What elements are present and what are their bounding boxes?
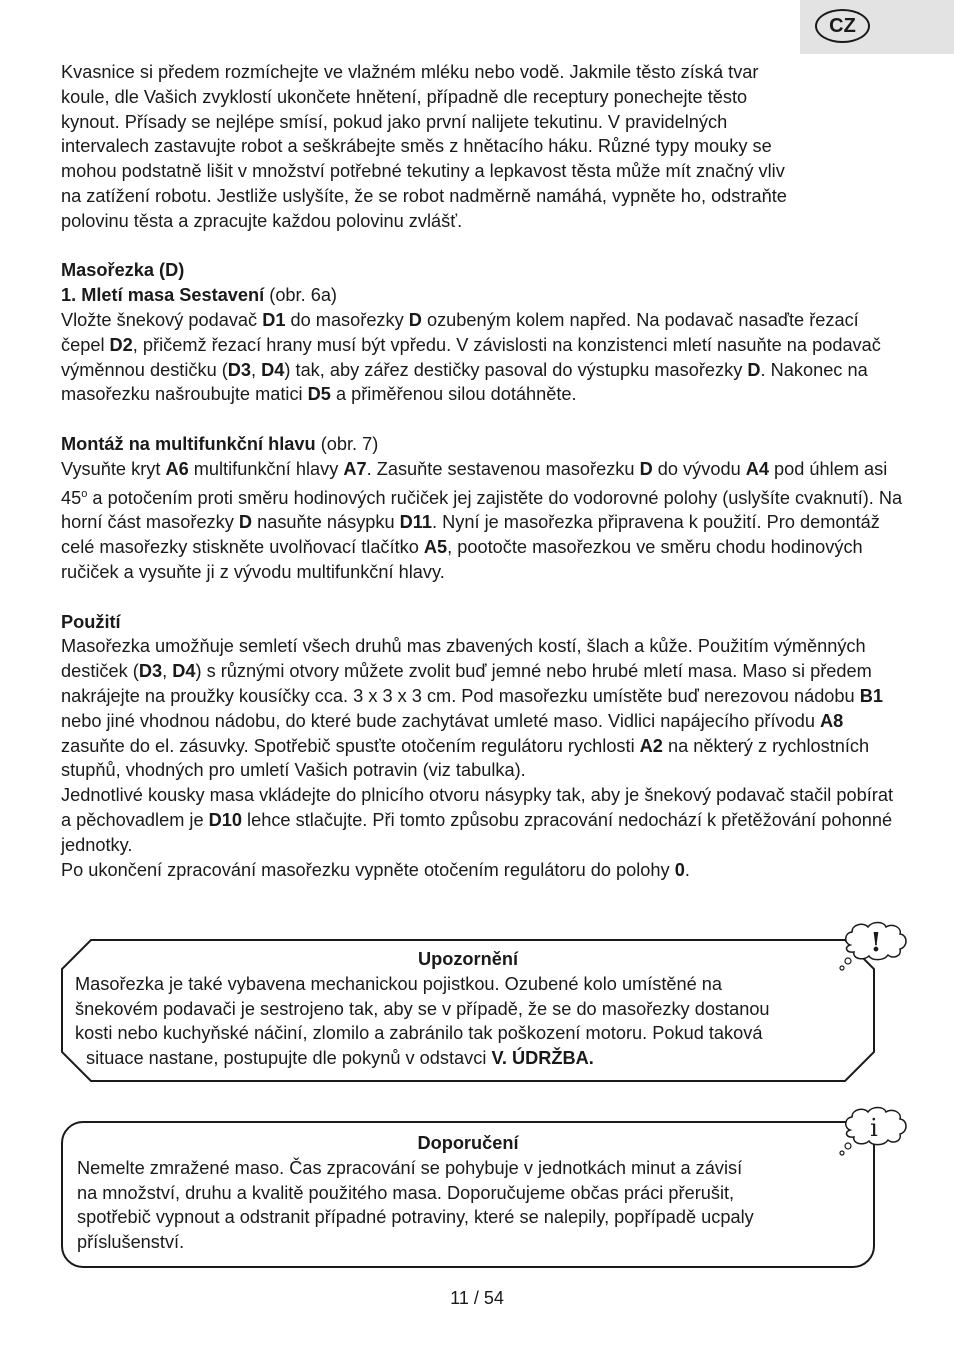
tip-box <box>61 1121 875 1268</box>
section-heading-mount: Montáž na multifunkční hlavu (obr. 7) <box>61 433 379 454</box>
section-heading-grinder: Masořezka (D) <box>61 260 185 281</box>
bubble-symbol: i <box>870 1114 878 1142</box>
warning-line: Masořezka je také vybavena mechanickou pojistkou. Ozubené kolo umístěné na <box>75 973 723 994</box>
tip-line: spotřebič vypnout a odstranit případné potraviny, které se nalepily, popřípadě ucpaly <box>77 1207 754 1228</box>
tip-line: příslušenství. <box>77 1232 185 1253</box>
mount-paragraph: Vysuňte kryt A6 multifunkční hlavy A7. Zasuňte sestavenou masořezku D do vývodu A4 pod úhlem asi 45$^o$ a potočením proti směru hodinových ručiček jej zajistěte do vodorovné polohy (uslyšíte cvaknutí). Na horní část masořezky D nasuňte násypku D11. Nyní je masořezka připravena k použití. Pro demontáž celé masořezky stiskněte uvolňovací tlačítko A5, pootočte masořezkou ve směru chodu hodinových ručiček a vysuňte ji z vývodu multifunkční hlavy. <box>61 458 903 582</box>
section-heading-use: Použití <box>61 611 121 632</box>
document-body <box>61 60 907 882</box>
warning-line: šnekovém podavači je sestrojeno tak, aby se v případě, že se do masořezky dostanou <box>75 998 770 1019</box>
subsection-heading-assembly: 1. Mletí masa Sestavení (obr. 6a) <box>61 285 337 306</box>
use-paragraph: Masořezka umožňuje semletí všech druhů mas zbavených kostí, šlach a kůže. Použitím výměnných destiček (D3, D4) s různými otvory můžete zvolit buď jemné nebo hrubé mletí masa. Maso si předem nakrájejte na proužky kousíčky cca. 3 x 3 x 3 cm. Pod masořezku umístěte buď nerezovou nádobu B1 nebo jiné vhodnou nádobu, do které bude zachytávat umleté maso. Vidlici napájecího přívodu A8 zasuňte do el. zásuvky. Spotřebič spusťte otočením regulátoru rychlosti A2 na některý z rychlostních stupňů, vhodných pro umletí Vašich potravin (viz tabulka). <box>61 636 883 781</box>
use-paragraph-3: Po ukončení zpracování masořezku vypněte otočením regulátoru do polohy 0. <box>61 859 690 880</box>
warning-title: Upozornění <box>417 949 519 969</box>
text-line: na zatížení robotu. Jestliže uslyšíte, že se robot nadměrně namáhá, vypněte ho, odstraňte <box>61 185 787 206</box>
language-tab <box>800 0 954 54</box>
tip-title: Doporučení <box>417 1133 519 1153</box>
text-line: mohou podstatně lišit v množství potřebné tekutiny a lepkavost těsta může mít značný vliv <box>61 161 785 182</box>
text-line: Kvasnice si předem rozmíchejte ve vlažném mléku nebo vodě. Jakmile těsto získá tvar <box>61 62 759 82</box>
info-bubble-icon <box>836 1106 912 1166</box>
text-line: intervalech zastavujte robot a seškrábejte směs z hnětacího háku. Různé typy mouky se <box>61 136 772 157</box>
warning-line: kosti nebo kuchyňské náčiní, zlomilo a zabránilo tak poškození motoru. Pokud taková <box>75 1023 763 1044</box>
text-line: koule, dle Vašich zvyklostí ukončete hnětení, případně dle receptury ponechejte těsto <box>61 86 748 107</box>
use-paragraph-2: Jednotlivé kousky masa vkládejte do plnicího otvoru násypky tak, aby je šnekový podavač stačil pobírat a pěchovadlem je D10 lehce stlačujte. Při tomto způsobu zpracování nedochází k přetěžování pohonné jednotky. <box>61 785 894 855</box>
text-line: polovinu těsta a zpracujte každou polovinu zvlášť. <box>61 210 463 231</box>
intro-paragraph <box>61 60 907 234</box>
assembly-paragraph: Vložte šnekový podavač D1 do masořezky D ozubeným kolem napřed. Na podavač nasaďte řezací čepel D2, přičemž řezací hrany musí být vpředu. V závislosti na konzistenci mletí nasuňte na podavač výměnnou destičku (D3, D4) tak, aby zářez destičky pasoval do výstupku masořezky D. Nakonec na masořezku našroubujte matici D5 a přiměřenou silou dotáhněte. <box>61 309 881 405</box>
page-number: 11 / 54 <box>450 1288 504 1308</box>
tip-line: Nemelte zmražené maso. Čas zpracování se pohybuje v jednotkách minut a závisí <box>77 1157 743 1178</box>
bubble-symbol: ! <box>870 928 882 958</box>
language-badge: CZ <box>815 9 870 43</box>
tip-content <box>77 1131 859 1255</box>
warning-box <box>61 939 875 1082</box>
text-line: kynout. Přísady se nejlépe smísí, pokud jako první nalijete tekutinu. V pravidelných <box>61 111 728 132</box>
warning-line: situace nastane, postupujte dle pokynů v odstavci V. ÚDRŽBA. <box>86 1048 594 1069</box>
warning-content <box>75 947 861 1071</box>
exclamation-bubble-icon <box>836 921 912 981</box>
tip-line: na množství, druhu a kvalitě použitého masa. Doporučujeme občas práci přerušit, <box>77 1182 735 1203</box>
